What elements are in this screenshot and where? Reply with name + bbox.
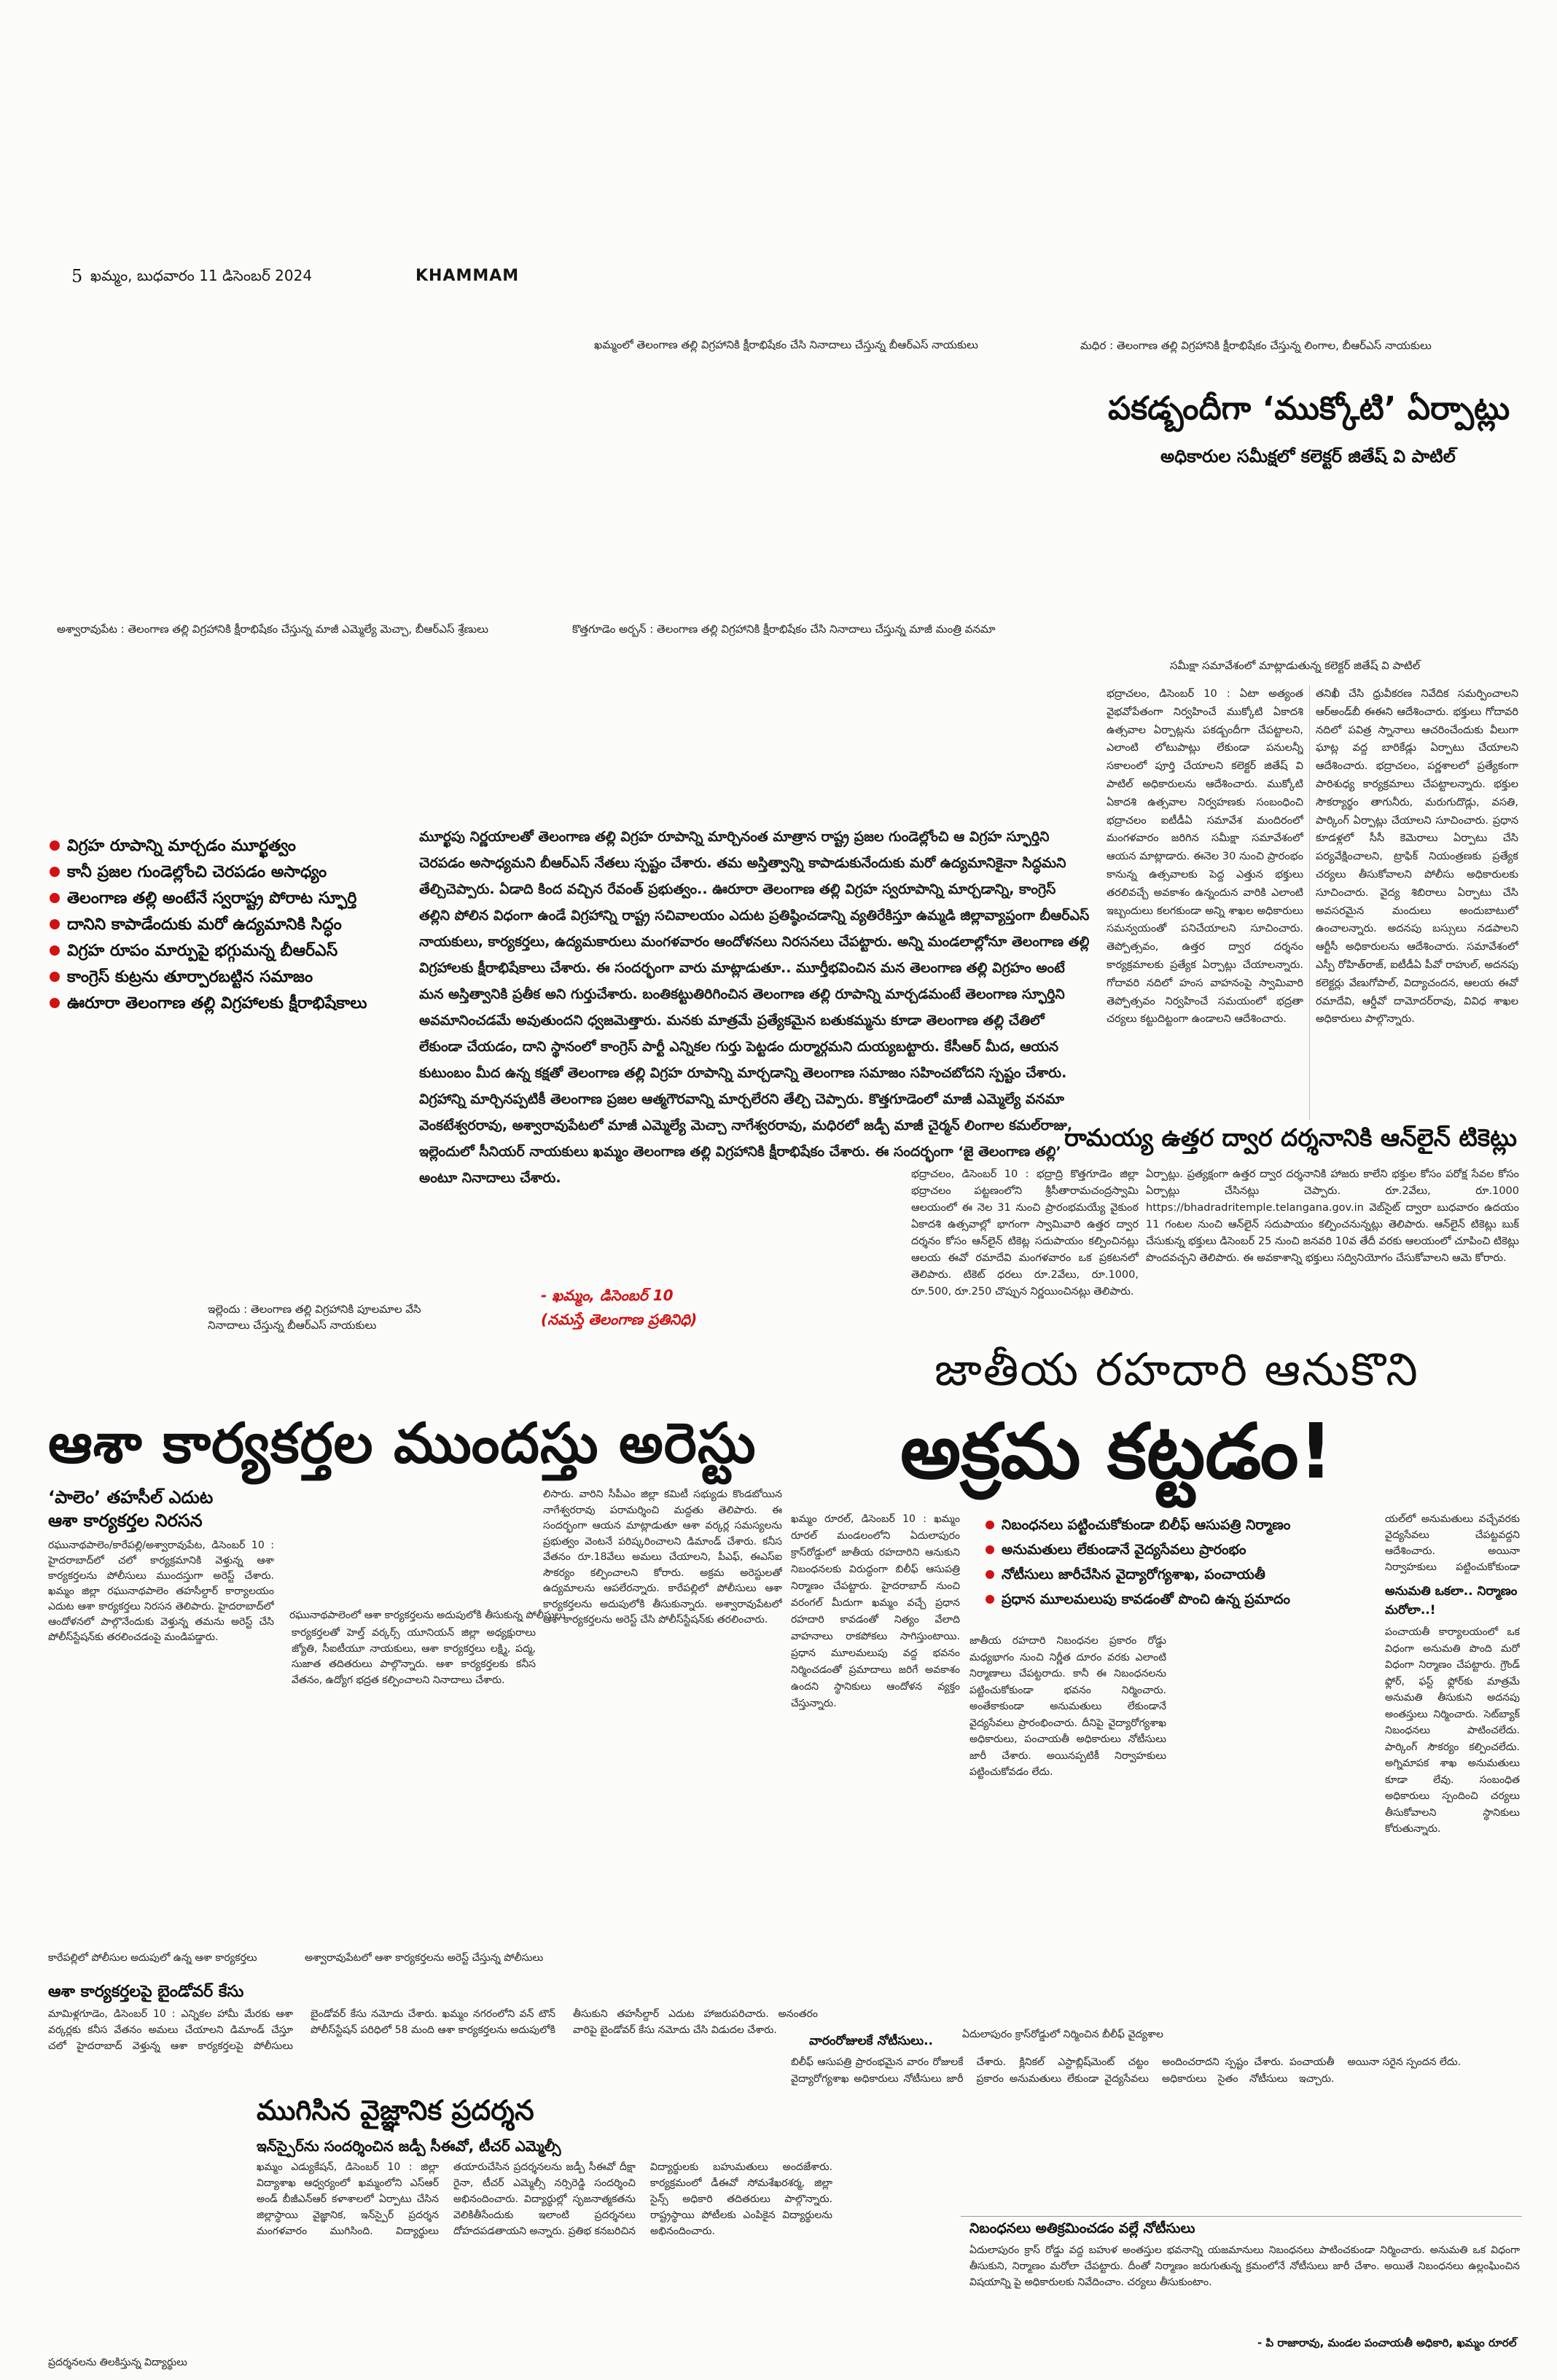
date-line: ఖమ్మం, బుధవారం 11 డిసెంబర్ 2024 [90,267,313,284]
highway-sub-body: బిలీఫ్ ఆసుపత్రి ప్రారంభమైన వారం రోజులకే వైద్యారోగ్యశాఖ అధికారులు నోటీసులు జారీ చేశారు. క్లినికల్ ఎస్టాబ్లిష్‌మెంట్ చట్టం ప్రకారం అనుమతులు లేకుండా వైద్యసేవలు అందించరాదని స్పష్టం చేశారు. పంచాయతీ అధికారులు సైతం నోటీసులు ఇచ్చారు. అయినా సరైన స్పందన లేదు. [791,2056,1462,2085]
highway-side-body: పంచాయతీ కార్యాలయంలో ఒక విధంగా అనుమతి పొంది మరో విధంగా నిర్మాణం చేపట్టారు. గ్రౌండ్ ఫ్లోర్, ఫస్ట్ ఫ్లోర్‌కు మాత్రమే అనుమతి తీసుకుని అదనపు అంతస్తులు నిర్మించారు. సెట్‌బ్యాక్ నిబంధనలు పాటించలేదు. పార్కింగ్ సౌకర్యం కల్పించలేదు. అగ్నిమాపక శాఖ అనుమతులు కూడా లేవు. సంబంధిత అధికారులు స్పందించి చర్యలు తీసుకోవాలని స్థానికులు కోరుతున్నారు. [1385,1626,1520,1835]
bullet-dot-icon [50,840,60,851]
highway-body-b: జాతీయ రహదారి నిబంధనల ప్రకారం రోడ్డు మధ్యభాగం నుంచి నిర్ణీత దూరం వరకు ఎలాంటి నిర్మాణాలు చేపట్టరాదు. కానీ ఈ నిబంధనలను పట్టించుకోకుండా భవనం నిర్మించారు. అంతేకాకుండా అనుమతులు లేకుండానే వైద్యసేవలు ప్రారంభించారు. దీనిపై వైద్యారోగ్యశాఖ అధికారులు, పంచాయతీ అధికారులు నోటీసులు జారీ చేశారు. అయినప్పటికీ నిర్వాహకులు పట్టించుకోవడం లేదు. [969,1635,1166,1778]
highway-bullet: నిబంధనలు పట్టించుకోకుండా బిలీఫ్ ఆసుపత్రి నిర్మాణం [984,1513,1378,1537]
highway-body-a: ఖమ్మం రూరల్, డిసెంబర్ 10 : ఖమ్మం రూరల్ మండలంలోని ఏదులాపురం క్రాస్‌రోడ్డులో జాతీయ రహదారిని ఆనుకుని నిబంధనలకు విరుద్ధంగా బిలీఫ్ ఆసుపత్రి నిర్మాణం చేపట్టారు. హైదరాబాద్ నుంచి వరంగల్ మీదుగా ఖమ్మం వచ్చే ప్రధాన రహదారి కావడంతో నిత్యం వేలాది వాహనాలు రాకపోకలు సాగిస్తుంటాయి. ప్రధాన మూలమలుపు వద్ద భవనం నిర్మించడంతో ప్రమాదాలు జరిగే అవకాశం ఉందని స్థానికులు ఆందోళన వ్యక్తం చేస్తున్నారు. [791,1513,960,1709]
highway-body-c: యల్‌లో అనుమతులు వచ్చేవరకు వైద్యసేవలు చేపట్టవద్దని ఆదేశించారు. అయినా నిర్వాహకులు పట్టించుకోకుండా [1385,1513,1520,1573]
tickets-body-col2: ఏర్పాట్లు. ప్రత్యక్షంగా ఉత్తర ద్వార దర్శనానికి హాజరు కాలేని భక్తుల కోసం పరోక్ష సేవల కోసం ఏర్పాట్లు చేసినట్లు చెప్పారు. రూ.2వేలు, రూ.1000 https://bhadradritemple.telangana.gov.in వెబ్‌సైట్ ద్వారా బుధవారం ఉదయం 11 గంటల నుంచి ఆన్‌లైన్ సదుపాయం కల్పించనున్నట్లు తెలిపారు. ఆన్‌లైన్ టికెట్లు బుక్ చేసుకున్న భక్తులు డిసెంబర్ 25 నుంచి జనవరి 10వ తేదీ వరకు ఆలయంలో చూపించి టికెట్లు పొందవచ్చని తెలిపారు. ఈ అవకాశాన్ని భక్తులు సద్వినియోగం చేసుకోవాలని ఆమె కోరారు. [1146,1168,1519,1264]
tickets-body-col1: భద్రాచలం, డిసెంబర్ 10 : భద్రాద్రి కొత్తగూడెం జిల్లా భద్రాచలం పట్టణంలోని శ్రీసీతారామచంద్రస్వామి ఆలయంలో ఈ నెల 31 నుంచి ప్రారంభమయ్యే వైకుంఠ ఏకాదశి ఉత్సవాల్లో భాగంగా స్వామివారి ఉత్తర ద్వార దర్శనం కోసం ఆన్‌లైన్ టికెట్ల సదుపాయం కల్పించినట్లు ఆలయ ఈవో రమాదేవి మంగళవారం ఒక ప్రకటనలో తెలిపారు. టికెట్ ధరలు రూ.2వేలు, రూ.1000, రూ.500, రూ.250 చొప్పున నిర్ణయించినట్లు తెలిపారు. [911,1168,1139,1298]
asha-subhead-1: ‘పాలెం’ తహసీల్ ఎదుట [48,1487,214,1507]
asha-body-col2: లిసారు. వారిని సీపీఎం జిల్లా కమిటీ సభ్యుడు కొండబోయిన నాగేశ్వరరావు పరామర్శించి మద్దతు తెలిపారు. ఈ సందర్భంగా ఆయన మాట్లాడుతూ ఆశా వర్కర్ల సమస్యలను ప్రభుత్వం వెంటనే పరిష్కరించాలని డిమాండ్ చేశారు. కనీస వేతనం రూ.18వేలు అమలు చేయాలని, పీఎఫ్, ఈఎస్ఐ సౌకర్యం కల్పించాలని కోరారు. అక్రమ అరెస్టులతో ఉద్యమాలను ఆపలేరన్నారు. కారేపల్లిలో పోలీసులు ఆశా కార్యకర్తలను అదుపులోకి తీసుకున్నారు. అశ్వారావుపేటలో ఆశా కార్యకర్తలను అరెస్ట్ చేసి పోలీస్‌స్టేషన్‌కు తరలించారు. [543,1489,782,1626]
caption-collector-meeting: సమీక్షా సమావేశంలో మాట్లాడుతున్న కలెక్టర్ జితేష్ వి పాటిల్ [1170,659,1421,672]
caption-exhibition: ప్రదర్శనలను తిలకిస్తున్న విద్యార్థులు [48,2357,187,2368]
photo-exhibition [48,2099,249,2347]
asha-body-col1: రఘునాథపాలెం/కారేపల్లి/అశ్వారావుపేట, డిసెంబర్ 10 : హైదరాబాద్‌లో చలో కార్యక్రమానికి వెళ్తున్న ఆశా కార్యకర్తలను పోలీసులు ముందస్తుగా అరెస్ట్ చేశారు. ఖమ్మం జిల్లా రఘునాథపాలెం తహసీల్దార్ కార్యాలయం ఎదుట ఆశా కార్యకర్తలు నిరసన తెలిపారు. హైదరాబాద్‌లో ఆందోళనలో పాల్గొనేందుకు వెళ్తున్న తమను అరెస్ట్ చేసి పోలీస్‌స్టేషన్‌కు తరలించడంపై మండిపడ్డారు. [48,1540,274,1643]
bullet-dot-icon [50,867,60,877]
bullet-dot-icon [50,919,60,929]
bullet-dot-icon [986,1521,994,1529]
photo-khammam-brs [394,288,1050,332]
bindover-headline: ఆశా కార్యకర్తలపై బైండోవర్ కేసు [48,1983,244,2001]
bullet-dot-icon [50,972,60,982]
photo-hospital [1177,1633,1378,2026]
caption-aswaraopet: అశ్వారావుపేట : తెలంగాణ తల్లి విగ్రహానికి క్షీరాభిషేకం చేస్తున్న మాజీ ఎమ్మెల్యే మెచ్చా, బీఆర్ఎస్ శ్రేణులు [57,623,488,636]
mukkoti-body-col2: తనిఖీ చేసి ధ్రువీకరణ నివేదిక సమర్పించాలని ఆర్‌అండ్‌బీ ఈఈని ఆదేశించారు. భక్తులు గోదావరి నదిలో పవిత్ర స్నానాలు ఆచరించేందుకు వీలుగా ఘాట్ల వద్ద బారికేడ్లు ఏర్పాటు చేయాలని ఆదేశించారు. భద్రాచలం, పర్ణశాలలో ప్రత్యేకంగా పారిశుధ్య కార్యక్రమాలు చేపట్టాలన్నారు. భక్తుల సౌకర్యార్థం తాగునీరు, మరుగుదొడ్లు, వసతి, పార్కింగ్ ఏర్పాట్లు చేయాలని సూచించారు. ప్రధాన కూడళ్లలో సీసీ కెమెరాలు ఏర్పాటు చేసి పర్యవేక్షించాలని, ట్రాఫిక్ నియంత్రణకు ప్రత్యేక చర్యలు తీసుకోవాలని పోలీసు అధికారులకు సూచించారు. వైద్య శిబిరాలు ఏర్పాటు చేసి అవసరమైన మందులు అందుబాటులో ఉంచాలన్నారు. అదనపు బస్సులు నడపాలని ఆర్టీసీ అధికారులను ఆదేశించారు. సమావేశంలో ఎస్పీ రోహిత్‌రాజ్, ఐటీడీఏ పీవో రాహుల్, అదనపు కలెక్టర్లు వేణుగోపాల్, విద్యాచందన, ఆలయ ఈవో రమాదేవి, ఆర్డీవో దామోదర్‌రావు, వివిధ శాఖల అధికారులు పాల్గొన్నారు. [1316,688,1518,1026]
asha-subhead-2: ఆశా కార్యకర్తల నిరసన [48,1510,203,1531]
highway-quote-body: ఏదులాపురం క్రాస్ రోడ్డు వద్ద బహుళ అంతస్తుల భవనాన్ని యజమానులు నిబంధనలు పాటించకుండా నిర్మించారు. అనుమతి ఒక విధంగా తీసుకుని, నిర్మాణం మరోలా చేపట్టారు. దీంతో నిర్మాణం జరుగుతున్న క్రమంలోనే నోటీసులు జారీ చేశాం. అయితే నిబంధనలు ఉల్లంఘించిన విషయాన్ని పై అధికారులకు నివేదించాం. చర్యలు తీసుకుంటాం. [969,2244,1520,2288]
statue-bullet-list [48,833,391,1017]
mukkoti-headline: పకడ్బందీగా ‘ముక్కోటి’ ఏర్పాట్లు [1108,390,1510,427]
highway-headline-line2: అక్రమ కట్టడం! [900,1407,1333,1496]
exhibition-subhead: ఇన్‌స్పైర్‌ను సందర్శించిన జడ్పీ సీఈవో, టీచర్ ఎమ్మెల్సీ [257,2137,561,2155]
highway-bullet: అనుమతులు లేకుండానే వైద్యసేవలు ప్రారంభం [984,1537,1378,1562]
highway-quote-head: నిబంధనలు అతిక్రమించడం వల్లే నోటీసులు [969,2220,1195,2236]
asha-body-col3: కార్యకర్తలతో హెల్త్ వర్కర్స్ యూనియన్ జిల్లా అధ్యక్షురాలు జ్యోతి, సీఐటీయూ నాయకులు, ఆశా కార్యకర్తలు లక్ష్మి, పద్మ, సుజాత తదితరులు పాల్గొన్నారు. ఆశా కార్యకర్తలకు కనీస వేతనం, ఉద్యోగ భద్రత కల్పించాలని నినాదాలు చేశారు. [292,1627,536,1686]
bullet-dot-icon [50,945,60,956]
bullet-dot-icon [50,998,60,1008]
highway-bullet: నోటీసులు జారీచేసిన వైద్యారోగ్యశాఖ, పంచాయతీ [984,1562,1378,1587]
exhibition-headline: ముగిసిన వైజ్ఞానిక ప్రదర్శన [257,2094,534,2126]
mukkoti-column-rule [1309,685,1310,1120]
statue-bullet: దానిని కాపాడేందుకు మరో ఉద్యమానికి సిద్ధం [48,912,391,938]
statue-body: మూర్ఖపు నిర్ణయాలతో తెలంగాణ తల్లి విగ్రహ రూపాన్ని మార్చినంత మాత్రాన రాష్ట్ర ప్రజల గుండెల్లోంచి ఆ విగ్రహ స్ఫూర్తిని చెరపడం అసాధ్యమని బీఆర్ఎస్ నేతలు స్పష్టం చేశారు. తమ అస్తిత్వాన్ని కాపాడుకునేందుకు మరో ఉద్యమానికైనా సిద్ధమని తేల్చిచెప్పారు. ఏడాది కింద వచ్చిన రేవంత్ ప్రభుత్వం.. ఊరూరా తెలంగాణ తల్లి విగ్రహ స్వరూపాన్ని మార్చడాన్ని, కాంగ్రెస్ తల్లిని పోలిన విధంగా ఉండే విగ్రహాన్ని రాష్ట్ర సచివాలయం ఎదుట ప్రతిష్ఠించడాన్ని వ్యతిరేకిస్తూ ఉమ్మడి జిల్లావ్యాప్తంగా బీఆర్ఎస్ నాయకులు, కార్యకర్తలు, ఉద్యమకారులు మంగళవారం ఆందోళనలు నిరసనలు చేపట్టారు. అన్ని మండలాల్లోనూ తెలంగాణ తల్లి విగ్రహాలకు క్షీరాభిషేకాలు చేశారు. ఈ సందర్భంగా వారు మాట్లాడుతూ.. మూర్తీభవించిన మన తెలంగాణ తల్లి విగ్రహం అంటే మన అస్తిత్వానికి ప్రతీక అని గుర్తుచేశారు. బంతికట్టుతిరిగించిన తెలంగాణ తల్లి రూపాన్ని మార్చడమంటే తెలంగాణ స్ఫూర్తిని అవమానించడమే అవుతుందని ధ్వజమెత్తారు. మనకు మాత్రమే ప్రత్యేకమైన బతుకమ్మను కూడా తెలంగాణ తల్లి చేతిలో లేకుండా చేయడం, దాని స్థానంలో కాంగ్రెస్ పార్టీ ఎన్నికల గుర్తు పెట్టడం దుర్మార్గమని దుయ్యబట్టారు. కేసీఆర్ మీద, ఆయన కుటుంబం మీద ఉన్న కక్షతో తెలంగాణ తల్లి విగ్రహ రూపాన్ని మార్చడాన్ని తెలంగాణ సమాజం సహించబోదని స్పష్టం చేశారు. విగ్రహాన్ని మార్చినప్పటికీ తెలంగాణ ప్రజల ఆత్మగౌరవాన్ని మార్చలేరని తేల్చి చెప్పారు. కొత్తగూడెంలో మాజీ ఎమ్మెల్యే వనమా వెంకటేశ్వరరావు, అశ్వారావుపేటలో మాజీ ఎమ్మెల్యే మెచ్చా నాగేశ్వరరావు, మధిరలో జడ్పీ మాజీ చైర్మన్ లింగాల కమల్‌రాజు, ఇల్లెందులో సీనియర్ నాయకులు ఖమ్మం తెలంగాణ తల్లి విగ్రహానికి క్షీరాభిషేకం చేశారు. ఈ సందర్భంగా ‘జై తెలంగాణ తల్లి’ అంటూ నినాదాలు చేశారు. [419,829,1090,1186]
bindover-body: మామిళ్లగూడెం, డిసెంబర్ 10 : ఎన్నికల హామీ మేరకు ఆశా వర్కర్లకు కనీస వేతనం అమలు చేయాలని డిమాండ్ చేస్తూ చలో హైదరాబాద్ వెళ్తున్న ఆశా కార్యకర్తలపై పోలీసులు బైండోవర్ కేసు నమోదు చేశారు. ఖమ్మం నగరంలోని వన్ టౌన్ పోలీస్‌స్టేషన్ పరిధిలో 58 మంది ఆశా కార్యకర్తలను అదుపులోకి తీసుకుని తహసీల్దార్ ఎదుట హాజరుపరిచారు. అనంతరం వారిపై బైండోవర్ కేసు నమోదు చేసి విడుదల చేశారు. [48,2008,818,2052]
statue-bullet: విగ్రహ రూపం మార్పుపై భగ్గుమన్న బీఆర్ఎస్ [48,938,391,964]
tickets-headline: రామయ్య ఉత్తర ద్వార దర్శనానికి ఆన్‌లైన్ టికెట్లు [1064,1123,1518,1152]
bullet-dot-icon [986,1570,994,1579]
highway-headline-line1: జాతీయ రహదారి ఆనుకొని [934,1343,1419,1396]
highway-bullet: ప్రధాన మూలమలుపు కావడంతో పొంచి ఉన్న ప్రమాదం [984,1587,1378,1612]
statue-bullet: కాంగ్రెస్ కుట్రను తూర్పారబట్టిన సమాజం [48,964,391,991]
edition-name: KHAMMAM [415,267,520,285]
statue-bullet: విగ్రహ రూపాన్ని మార్చడం మూర్ఖత్వం [48,833,391,859]
caption-hospital: ఏదులాపురం క్రాస్‌రోడ్డులో నిర్మించిన బీలీఫ్ వైద్యశాల [962,2029,1163,2040]
caption-madhira: మధిర : తెలంగాణ తల్లి విగ్రహానికి క్షీరాభిషేకం చేస్తున్న లింగాల, బీఆర్ఎస్ నాయకులు [1080,339,1432,352]
page-number: 5 [71,266,83,286]
caption-yellandu: ఇల్లెందు : తెలంగాణ తల్లి విగ్రహానికి పూలమాల వేసి నినాదాలు చేస్తున్న బీఆర్ఎస్ నాయకులు [208,1303,421,1332]
highway-quote-attribution: - పి రాజారావు, మండల పంచాయతీ అధికారి, ఖమ్మం రూరల్ [1257,2336,1517,2349]
statue-byline: (నమస్తే తెలంగాణ ప్రతినిధి) [541,1311,698,1328]
bullet-dot-icon [50,893,60,903]
mukkoti-subhead: అధికారుల సమీక్షలో కలెక్టర్ జితేష్ వి పాటిల్ [1160,446,1456,467]
highway-bullet-list [984,1513,1378,1612]
statue-bullet: తెలంగాణ తల్లి అంటేనే స్వరాష్ట్ర పోరాట స్ఫూర్తి [48,886,391,912]
asha-headline: ఆశా కార్యకర్తల ముందస్తు అరెస్టు [48,1411,757,1475]
mukkoti-body-col1: భద్రాచలం, డిసెంబర్ 10 : ఏటా అత్యంత వైభవోపేతంగా నిర్వహించే ముక్కోటి ఏకాదశి ఉత్సవాల ఏర్పాట్లను పకడ్బందీగా చేపట్టాలని, ఎలాంటి లోటుపాట్లు లేకుండా పనులన్నీ సకాలంలో పూర్తి చేయాలని కలెక్టర్ జితేష్ వి పాటిల్ అధికారులను ఆదేశించారు. ముక్కోటి ఏకాదశి ఉత్సవాల నిర్వహణకు సంబంధించి భద్రాచలం ఐటీడీఏ సమావేశ మందిరంలో మంగళవారం జరిగిన సమీక్షా సమావేశంలో ఆయన మాట్లాడారు. ఈనెల 30 నుంచి ప్రారంభం కానున్న ఉత్సవాలకు పెద్ద ఎత్తున భక్తులు తరలివచ్చే అవకాశం ఉన్నందున వారికి ఎలాంటి ఇబ్బందులు కలగకుండా అన్ని శాఖల అధికారులు సమన్వయంతో పనిచేయాలని సూచించారు. తెప్పోత్సవం, ఉత్తర ద్వార దర్శనం కార్యక్రమాలకు ప్రత్యేక ఏర్పాట్లు చేయాలన్నారు. గోదావరి నదిలో హంస వాహనంపై స్వామివారి తెప్పోత్సవం నిర్వహించే సమయంలో భద్రతా చర్యలు కట్టుదిట్టంగా ఉండాలని ఆదేశించారు. [1107,688,1303,1026]
bullet-dot-icon [986,1545,994,1554]
caption-kareypalli: కారేపల్లిలో పోలీసుల అదుపులో ఉన్న ఆశా కార్యకర్తలు [48,1952,257,1964]
statue-bullet: కానీ ప్రజల గుండెల్లోంచి చెరపడం అసాధ్యం [48,859,391,886]
quote-box-rule [961,2216,1522,2217]
photo-raghunathapalem [284,1487,539,1604]
highway-side-head: అనుమతి ఒకలా.. నిర్మాణం మరోలా..! [1385,1584,1518,1618]
caption-kothagudem: కొత్తగూడెం అర్బన్ : తెలంగాణ తల్లి విగ్రహానికి క్షీరాభిషేకం చేసి నినాదాలు చేస్తున్న మాజీ మంత్రి వనమా [572,623,996,636]
statue-bullet: ఊరూరా తెలంగాణ తల్లి విగ్రహాలకు క్షీరాభిషేకాలు [48,991,391,1017]
exhibition-body: ఖమ్మం ఎడ్యుకేషన్, డిసెంబర్ 10 : జిల్లా విద్యాశాఖ ఆధ్వర్యంలో ఖమ్మంలోని ఎస్‌ఆర్ అండ్ బీజీఎన్‌ఆర్ కళాశాలలో ఏర్పాటు చేసిన జిల్లాస్థాయి వైజ్ఞానిక, ఇన్‌స్పైర్ ప్రదర్శన మంగళవారం ముగిసింది. విద్యార్థులు తయారుచేసిన ప్రదర్శనలను జడ్పీ సీఈవో దీక్షా రైనా, టీచర్ ఎమ్మెల్సీ నర్సిరెడ్డి సందర్శించి అభినందించారు. విద్యార్థుల్లో సృజనాత్మకతను వెలికితీసేందుకు ఇలాంటి ప్రదర్శనలు దోహదపడతాయని అన్నారు. ప్రతిభ కనబరిచిన విద్యార్థులకు బహుమతులు అందజేశారు. కార్యక్రమంలో డీఈవో సోమశేఖరశర్మ, జిల్లా సైన్స్ అధికారి తదితరులు పాల్గొన్నారు. రాష్ట్రస్థాయి పోటీలకు ఎంపికైన విద్యార్థులను అభినందించారు. [257,2161,832,2237]
highway-subhead-notices: వారంరోజులకే నోటీసులు.. [809,2034,933,2048]
caption-khammam-brs: ఖమ్మంలో తెలంగాణ తల్లి విగ్రహానికి క్షీరాభిషేకం చేసి నినాదాలు చేస్తున్న బీఆర్ఎస్ నాయకులు [594,338,978,351]
caption-aswaraopet-arrest: అశ్వారావుపేటలో ఆశా కార్యకర్తలను అరెస్ట్ చేస్తున్న పోలీసులు [305,1952,544,1964]
statue-dateline: - ఖమ్మం, డిసెంబర్ 10 [541,1287,674,1304]
bullet-dot-icon [986,1595,994,1604]
caption-raghunathapalem: రఘునాథపాలెంలో ఆశా కార్యకర్తలను అదుపులోకి తీసుకున్న పోలీసులు [289,1610,566,1621]
